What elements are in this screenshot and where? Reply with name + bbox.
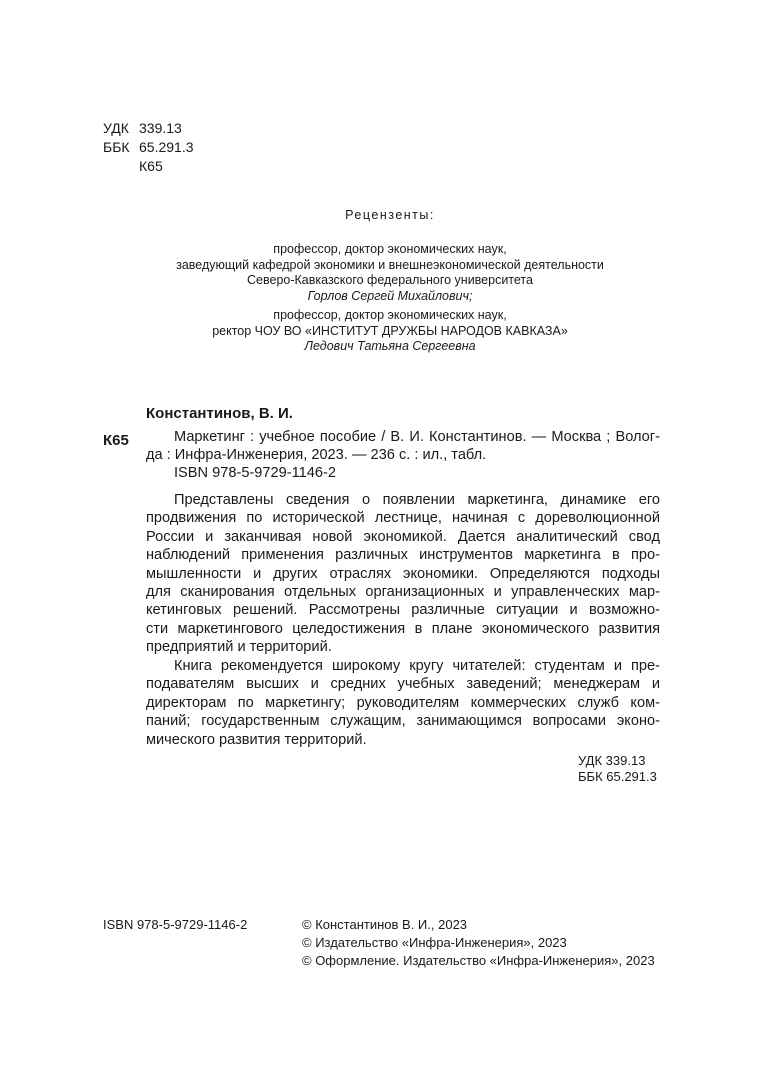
reviewer-2-line: профессор, доктор экономических наук, bbox=[273, 308, 507, 322]
abstract-line: предприятий и территорий. bbox=[146, 639, 332, 656]
reviewer-1-line: заведующий кафедрой экономики и внешнеэкономической деятельности bbox=[176, 257, 604, 272]
reviewer-2-name: Ледович Татьяна Сергеевна bbox=[304, 339, 476, 353]
reviewers-title-text: Рецензенты: bbox=[345, 208, 435, 222]
reviewer-1-line: профессор, доктор экономических наук, bbox=[273, 242, 507, 256]
bbk-code: 65.291.3 bbox=[139, 139, 194, 155]
biblio-line: да : Инфра-Инженерия, 2023. — 236 с. : ил., табл. bbox=[146, 447, 487, 463]
abstract-line: кетинговых решений. Рассмотрены различные ситуации и возможно- bbox=[146, 602, 660, 619]
reviewer-1-name: Горлов Сергей Михайлович; bbox=[307, 288, 473, 303]
abstract-line: паний; государственным служащим, занимающимся вопросами эконо- bbox=[146, 713, 660, 730]
reviewer-2 bbox=[100, 308, 680, 355]
reviewer-2-line: ректор ЧОУ ВО «ИНСТИТУТ ДРУЖБЫ НАРОДОВ КАВКАЗА» bbox=[212, 323, 568, 338]
abstract-line: Книга рекомендуется широкому кругу читателей: студентам и пре- bbox=[174, 658, 660, 674]
bbk-label: ББК bbox=[103, 139, 130, 155]
copyright-line: © Оформление. Издательство «Инфра-Инженерия», 2023 bbox=[302, 953, 655, 968]
reviewer-1 bbox=[100, 242, 680, 304]
copyright-line: © Издательство «Инфра-Инженерия», 2023 bbox=[302, 935, 567, 950]
footer-isbn: ISBN 978-5-9729-1146-2 bbox=[103, 917, 248, 932]
abstract-line: директорам по маркетингу; руководителям коммерческих служб ком- bbox=[146, 694, 660, 711]
abstract-line: Представлены сведения о появлении маркетинга, динамике его bbox=[174, 492, 660, 508]
udk-label: УДК bbox=[103, 120, 129, 136]
author-mark: К65 bbox=[139, 158, 163, 174]
udk-footer: УДК 339.13 bbox=[578, 753, 646, 768]
udk-code: 339.13 bbox=[139, 120, 182, 136]
abstract-line: для сканирования отдельных организационных и управленческих мар- bbox=[146, 584, 660, 600]
abstract-line: России и заканчивая новой экономикой. Дается аналитический свод bbox=[146, 528, 660, 545]
reviewers-title bbox=[100, 208, 680, 224]
abstract-line: мышленности и других отраслях экономики. Определяются подходы bbox=[146, 565, 660, 582]
biblio-line: Маркетинг : учебное пособие / В. И. Константинов. — Москва ; Волог- bbox=[174, 429, 660, 445]
abstract-line: продвижения по исторической лестнице, начиная с дореволюционной bbox=[146, 510, 660, 527]
abstract-line: мического развития территорий. bbox=[146, 731, 367, 748]
copyright-line: © Константинов В. И., 2023 bbox=[302, 917, 468, 932]
abstract-line: подавателям высших и средних учебных заведений; менеджерам и bbox=[146, 676, 660, 693]
reviewer-1-line: Северо-Кавказского федерального университета bbox=[247, 273, 533, 287]
biblio-author: Константинов, В. И. bbox=[146, 405, 293, 422]
biblio-isbn: ISBN 978-5-9729-1146-2 bbox=[174, 465, 336, 481]
abstract-line: наблюдений применения различных инструментов маркетинга в про- bbox=[146, 547, 660, 564]
bbk-footer: ББК 65.291.3 bbox=[578, 769, 657, 784]
abstract-line: сти маркетингового целедостижения в плане экономического развития bbox=[146, 620, 660, 637]
biblio-mark: К65 bbox=[103, 432, 129, 449]
